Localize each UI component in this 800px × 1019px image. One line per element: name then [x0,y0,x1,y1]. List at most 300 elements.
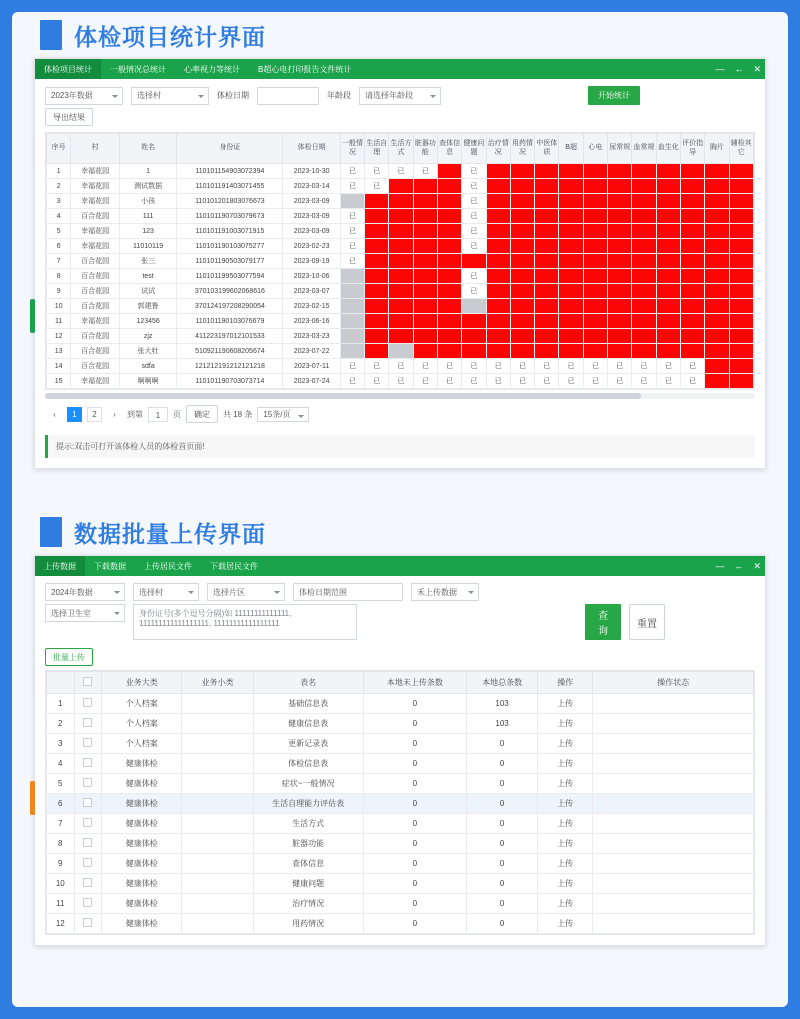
window2-toolbar-row1 [35,576,765,604]
status-cell [559,329,583,344]
row-checkbox[interactable] [83,918,92,927]
row-name: 郭建鲁 [119,299,176,314]
status-cell [510,344,534,359]
status-cell [340,329,364,344]
reset-button[interactable]: 重置 [629,604,665,640]
table-row[interactable] [47,754,754,774]
village-select[interactable]: 选择村 [131,87,209,105]
status-cell: 已 [486,359,510,374]
row-checkbox-cell[interactable] [74,774,102,794]
status-cell [535,254,559,269]
tab-download-resident-files[interactable]: 下载居民文件 [210,561,258,571]
tab-heartrate-vision-stats[interactable]: 心率视力等统计 [184,64,240,74]
row-table-name: 基础信息表 [253,694,363,714]
status-cell: 已 [462,164,486,179]
row-no: 11 [47,314,71,329]
status-cell: 已 [535,359,559,374]
title-accent-bar [40,20,62,50]
col-physical-exam: 查体信息 [438,134,462,164]
age-range-select[interactable]: 请选择年龄段 [359,87,441,105]
status-cell [365,239,389,254]
row-exam-date: 2023-10-06 [283,269,340,284]
row-no: 8 [47,269,71,284]
minimize-icon[interactable]: — [715,64,725,74]
row-no: 6 [47,794,75,814]
row-unuploaded-count: 0 [363,694,466,714]
search-button[interactable]: 查询 [585,604,621,640]
tab-bultrasound-ecg-report-stats[interactable]: B超心电打印报告文件统计 [258,64,352,74]
row-business-major: 健康体检 [102,774,182,794]
row-business-minor [182,794,253,814]
status-cell: 已 [365,359,389,374]
row-no: 1 [47,164,71,179]
col-operation-status: 操作状态 [593,672,754,694]
table-row[interactable] [47,359,754,374]
status-cell: 已 [340,164,364,179]
status-cell [486,284,510,299]
table-row[interactable] [47,344,754,359]
row-checkbox-cell[interactable] [74,694,102,714]
status-cell [486,239,510,254]
status-cell [438,194,462,209]
upload-link[interactable]: 上传 [538,734,593,754]
status-cell [656,194,680,209]
table-row[interactable] [47,854,754,874]
upload-link[interactable]: 上传 [538,814,593,834]
status-cell [486,269,510,284]
row-business-minor [182,854,253,874]
row-business-major: 健康体检 [102,894,182,914]
row-checkbox[interactable] [83,818,92,827]
status-cell [559,239,583,254]
status-cell [365,269,389,284]
table-row[interactable] [47,269,754,284]
table-row[interactable] [47,314,754,329]
upload-link[interactable]: 上传 [538,894,593,914]
row-no: 7 [47,254,71,269]
row-checkbox[interactable] [83,898,92,907]
table-row[interactable] [47,694,754,714]
col-general: 一般情况 [340,134,364,164]
row-checkbox-cell[interactable] [74,894,102,914]
row-checkbox-cell[interactable] [74,794,102,814]
start-stats-button[interactable]: 开始统计 [588,86,640,105]
row-village: 幸福花园 [71,374,120,389]
table-hscrollbar[interactable] [45,393,755,399]
back-icon-2[interactable]: ← [734,561,744,571]
back-icon[interactable]: ← [734,64,744,74]
row-no: 3 [47,734,75,754]
status-cell [583,164,607,179]
status-cell [438,239,462,254]
year-select[interactable]: 2023年数据 [45,87,123,105]
row-operation-status [593,714,754,734]
status-cell: 已 [656,359,680,374]
upload-table-header-row [47,672,754,694]
exam-stats-body [47,164,754,389]
page-prev[interactable]: ‹ [53,409,56,419]
row-table-name: 生活方式 [253,814,363,834]
table-row[interactable] [47,209,754,224]
upload-area-select[interactable]: 选择片区 [207,583,285,601]
row-village: 幸福花园 [71,239,120,254]
row-checkbox[interactable] [83,698,92,707]
status-cell [340,314,364,329]
window1-controls [715,59,761,79]
status-cell [608,209,632,224]
status-cell: 已 [486,374,510,389]
status-cell [705,314,729,329]
row-idcard: 110101190103076679 [177,314,283,329]
section-title-2 [12,509,788,555]
upload-link[interactable]: 上传 [538,794,593,814]
upload-link[interactable]: 上传 [538,874,593,894]
upload-status-select[interactable]: 禾上传数据 [411,583,479,601]
table-row[interactable] [47,254,754,269]
upload-link[interactable]: 上传 [538,754,593,774]
row-business-minor [182,834,253,854]
status-cell [608,284,632,299]
status-cell [486,314,510,329]
table-row[interactable] [47,374,754,389]
row-checkbox[interactable] [83,878,92,887]
window2-toolbar-row2 [35,604,765,640]
table-row[interactable] [47,714,754,734]
status-cell [486,254,510,269]
col-business-major: 业务大类 [102,672,182,694]
row-idcard: 370124197208290054 [177,299,283,314]
row-business-major: 健康体检 [102,914,182,934]
upload-link[interactable]: 上传 [538,714,593,734]
row-no: 9 [47,854,75,874]
status-cell [413,179,437,194]
status-cell [729,359,753,374]
status-cell [632,164,656,179]
col-village: 村 [71,134,120,164]
upload-date-range-input[interactable]: 体检日期范围 [293,583,403,601]
status-cell [365,224,389,239]
upload-year-select[interactable]: 2024年数据 [45,583,125,601]
status-cell [438,179,462,194]
status-cell [705,164,729,179]
status-cell [462,254,486,269]
status-cell [583,284,607,299]
col-organ-function: 脏器功能 [413,134,437,164]
row-operation-status [593,894,754,914]
row-checkbox[interactable] [83,858,92,867]
row-checkbox-cell[interactable] [74,714,102,734]
row-business-major: 健康体检 [102,854,182,874]
tab-general-stats[interactable]: 一般情况总统计 [110,64,166,74]
status-cell [705,239,729,254]
row-unuploaded-count: 0 [363,794,466,814]
status-cell [438,344,462,359]
row-exam-date: 2023-03-09 [283,194,340,209]
row-local-total: 0 [467,914,538,934]
table-row[interactable] [47,814,754,834]
row-business-minor [182,754,253,774]
table-row[interactable] [47,284,754,299]
row-idcard: 110101190503079177 [177,254,283,269]
status-cell [486,224,510,239]
page-size-select[interactable]: 15条/页 [257,407,309,422]
row-checkbox[interactable] [83,778,92,787]
page-confirm-button[interactable]: 确定 [186,405,218,423]
row-business-major: 个人档案 [102,734,182,754]
status-cell [535,329,559,344]
table-row[interactable] [47,179,754,194]
col-chest-xray: 胸片 [705,134,729,164]
minimize-icon-2[interactable]: — [715,561,725,571]
row-idcard: 110101191403071455 [177,179,283,194]
tab-download-data[interactable]: 下载数据 [94,561,126,571]
upload-link[interactable]: 上传 [538,774,593,794]
row-checkbox-cell[interactable] [74,854,102,874]
status-cell: 已 [559,374,583,389]
page-1[interactable]: 1 [67,407,82,422]
row-no: 7 [47,814,75,834]
status-cell: 已 [340,224,364,239]
table-row[interactable] [47,914,754,934]
row-local-total: 0 [467,854,538,874]
row-checkbox-cell[interactable] [74,814,102,834]
status-cell [583,239,607,254]
row-operation-status [593,834,754,854]
close-icon-2[interactable]: ✕ [753,560,761,571]
row-local-total: 0 [467,834,538,854]
status-cell: 已 [413,164,437,179]
status-cell [608,299,632,314]
status-cell [632,284,656,299]
col-business-minor: 业务小类 [182,672,253,694]
status-cell: 已 [656,374,680,389]
status-cell [365,209,389,224]
window1-toolbar-2 [35,108,765,132]
exam-date-input[interactable] [257,87,319,105]
status-cell [656,344,680,359]
row-operation-status [593,774,754,794]
table-row[interactable] [47,834,754,854]
row-no: 13 [47,344,71,359]
status-cell: 已 [608,374,632,389]
status-cell [413,194,437,209]
row-name: 啊啊啊 [119,374,176,389]
status-cell [632,179,656,194]
status-cell [656,284,680,299]
status-cell [608,344,632,359]
row-village: 百合花园 [71,254,120,269]
row-business-major: 个人档案 [102,694,182,714]
status-cell [510,314,534,329]
status-cell [680,344,704,359]
status-cell [608,179,632,194]
table-row[interactable] [47,194,754,209]
status-cell: 已 [632,374,656,389]
row-checkbox-cell[interactable] [74,914,102,934]
row-local-total: 0 [467,794,538,814]
tab-exam-item-stats[interactable]: 体检项目统计 [35,59,101,79]
status-cell: 已 [535,374,559,389]
status-cell [365,344,389,359]
status-cell [559,284,583,299]
status-cell: 已 [632,359,656,374]
table-row[interactable] [47,874,754,894]
col-ecg: 心电 [583,134,607,164]
status-cell [535,344,559,359]
row-exam-date: 2023-07-22 [283,344,340,359]
row-no: 4 [47,754,75,774]
status-cell [656,314,680,329]
status-cell [559,314,583,329]
status-cell [680,254,704,269]
table-row[interactable] [47,734,754,754]
status-cell: 已 [559,359,583,374]
status-cell [656,239,680,254]
status-cell [656,254,680,269]
status-cell [583,299,607,314]
upload-link[interactable]: 上传 [538,834,593,854]
status-cell [365,284,389,299]
upload-table-body [47,694,754,934]
status-cell [680,209,704,224]
row-no: 4 [47,209,71,224]
status-cell [365,329,389,344]
status-cell [705,344,729,359]
status-cell [656,269,680,284]
upload-link[interactable]: 上传 [538,694,593,714]
status-cell [656,209,680,224]
table-row[interactable] [47,239,754,254]
page-next[interactable]: › [113,409,116,419]
row-table-name: 症状~一般情况 [253,774,363,794]
status-cell [438,209,462,224]
row-checkbox-cell[interactable] [74,834,102,854]
table-hscrollbar-thumb[interactable] [45,393,641,399]
status-cell: 已 [340,239,364,254]
status-cell: 已 [510,359,534,374]
upload-village-select[interactable]: 选择村 [133,583,199,601]
status-cell [462,314,486,329]
row-table-name: 治疗情况 [253,894,363,914]
status-cell [632,314,656,329]
status-cell [583,209,607,224]
status-cell: 已 [389,359,413,374]
exam-stats-table [46,133,754,389]
table-row[interactable] [47,299,754,314]
row-checkbox[interactable] [83,758,92,767]
page-2[interactable]: 2 [87,407,102,422]
row-checkbox[interactable] [83,738,92,747]
status-cell: 已 [462,179,486,194]
status-cell [705,374,729,389]
row-table-name: 健康问题 [253,874,363,894]
col-exam-date: 体检日期 [283,134,340,164]
row-name: 张大牡 [119,344,176,359]
jump-input[interactable]: 1 [148,407,168,422]
row-village: 百合花园 [71,299,120,314]
upload-link[interactable]: 上传 [538,854,593,874]
status-cell: 已 [680,374,704,389]
status-cell [510,179,534,194]
status-cell [729,374,753,389]
batch-upload-button[interactable]: 批量上传 [45,648,93,666]
row-exam-date: 2023-03-07 [283,284,340,299]
upload-link[interactable]: 上传 [538,914,593,934]
status-cell [535,179,559,194]
status-cell [705,299,729,314]
table-row[interactable] [47,224,754,239]
row-checkbox[interactable] [83,798,92,807]
tab-upload-resident-files[interactable]: 上传居民文件 [144,561,192,571]
status-cell [608,269,632,284]
row-unuploaded-count: 0 [363,734,466,754]
close-icon[interactable]: ✕ [753,63,761,74]
clinic-select[interactable]: 选择卫生室 [45,604,125,622]
status-cell [608,329,632,344]
table-row[interactable] [47,794,754,814]
select-all-checkbox[interactable] [83,677,92,686]
status-cell [535,239,559,254]
row-village: 百合花园 [71,329,120,344]
row-business-major: 健康体检 [102,794,182,814]
section-title-2-text: 数据批量上传界面 [74,520,266,547]
idcard-textarea[interactable]: 身份证号(多个逗号分隔)如 11111111111111, 111111111111111111, 11111111111111111 [133,604,357,640]
row-exam-date: 2023-06-16 [283,314,340,329]
status-cell [510,209,534,224]
status-cell [705,224,729,239]
status-cell [510,194,534,209]
row-operation-status [593,814,754,834]
status-cell [729,164,753,179]
window2-controls [715,556,761,576]
status-cell [389,329,413,344]
row-name: 111 [119,209,176,224]
row-operation-status [593,694,754,714]
row-checkbox[interactable] [83,838,92,847]
status-cell [510,329,534,344]
export-result-button[interactable]: 导出结果 [45,108,93,126]
status-cell [535,269,559,284]
table-row[interactable] [47,894,754,914]
row-unuploaded-count: 0 [363,914,466,934]
tab-upload-data[interactable]: 上传数据 [35,556,85,576]
status-cell [389,224,413,239]
row-checkbox[interactable] [83,718,92,727]
status-cell [340,284,364,299]
table-row[interactable] [47,774,754,794]
table-row[interactable] [47,164,754,179]
status-cell [632,299,656,314]
row-checkbox-cell[interactable] [74,734,102,754]
status-cell [632,344,656,359]
table-row[interactable] [47,329,754,344]
row-exam-date: 2023-03-14 [283,179,340,194]
row-name: 小孩 [119,194,176,209]
row-local-total: 103 [467,694,538,714]
row-idcard: 121212191212121218 [177,359,283,374]
row-checkbox-cell[interactable] [74,754,102,774]
status-cell [462,329,486,344]
row-no: 14 [47,359,71,374]
status-cell [389,314,413,329]
col-lifestyle: 生活方式 [389,134,413,164]
col-select-all[interactable] [74,672,102,694]
row-name: test [119,269,176,284]
row-no: 10 [47,299,71,314]
page-marker-green [30,299,35,333]
status-cell [510,254,534,269]
row-checkbox-cell[interactable] [74,874,102,894]
